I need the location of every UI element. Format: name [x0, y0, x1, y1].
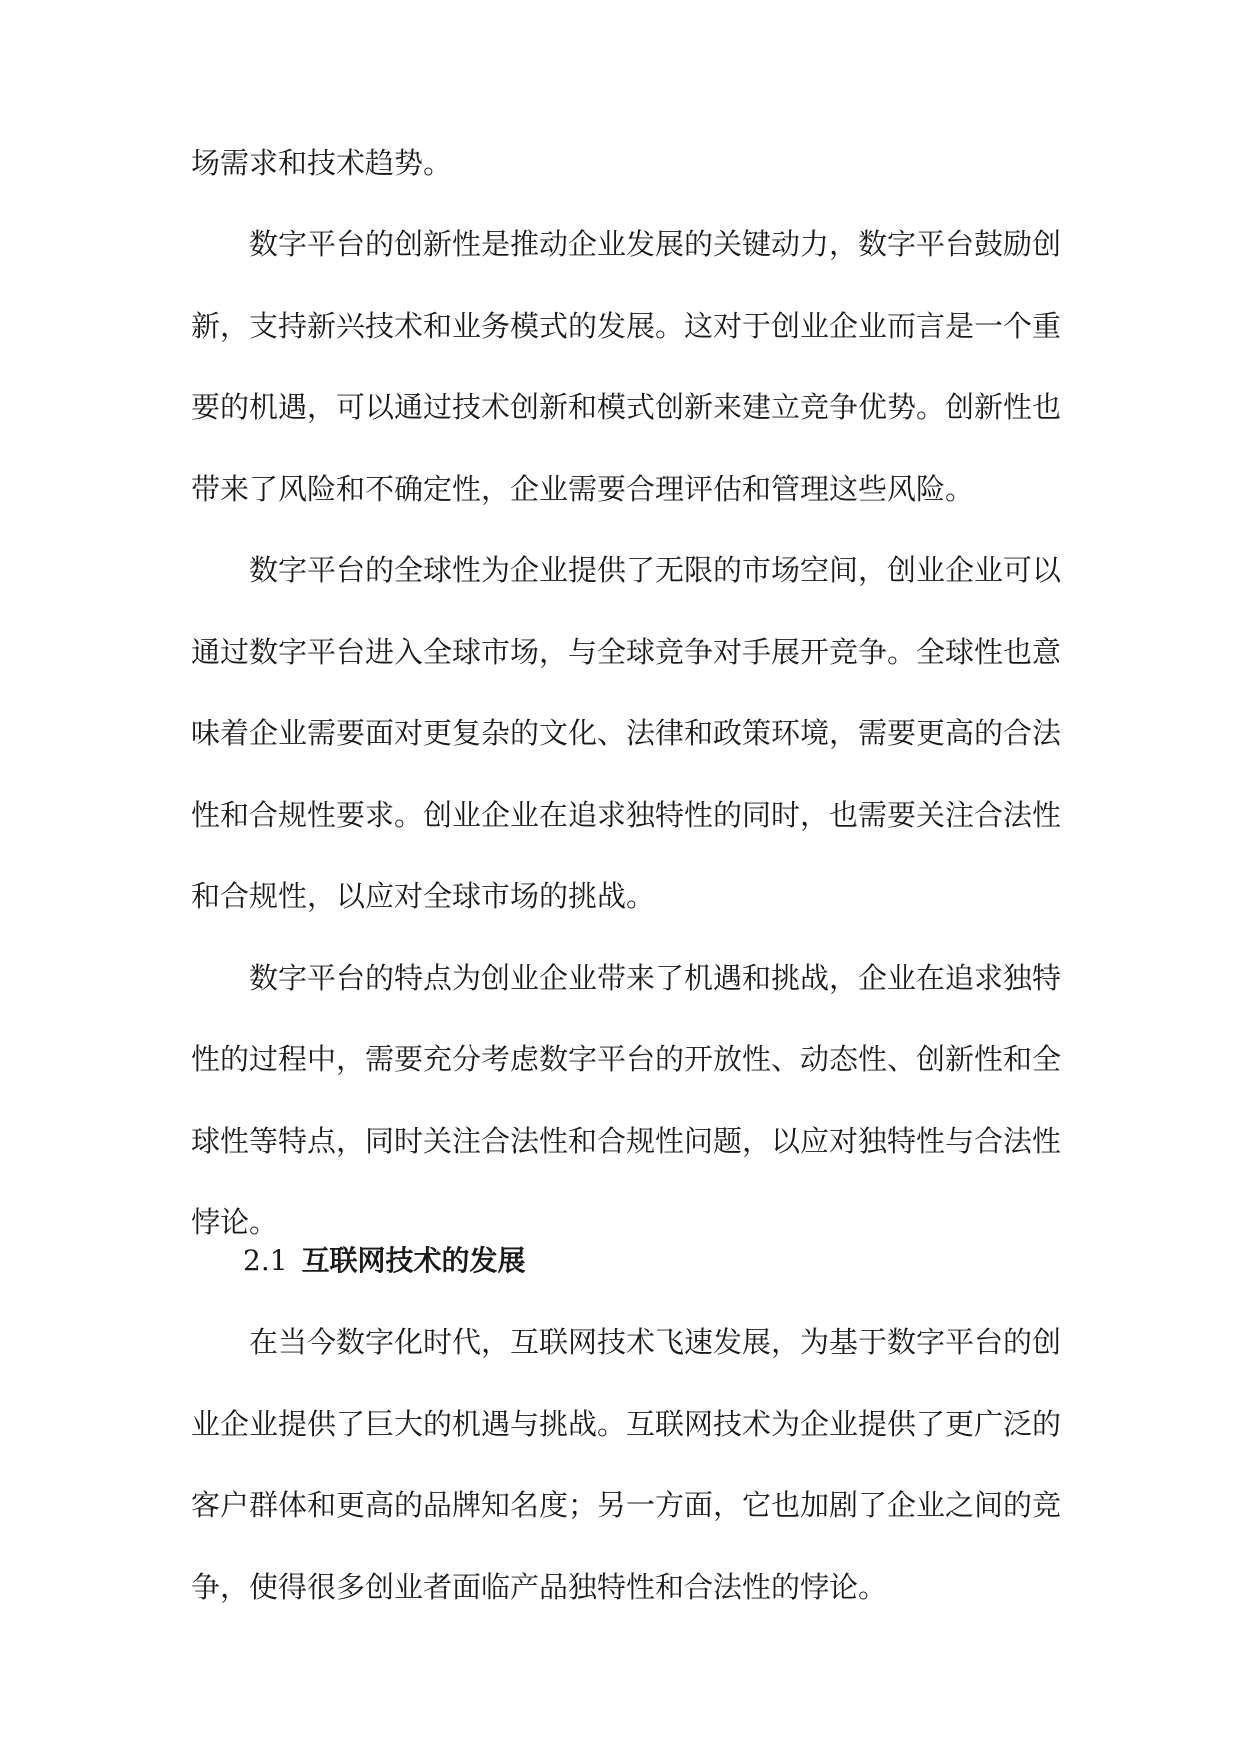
- paragraph-line: 数字平台的创新性是推动企业发展的关键动力，数字平台鼓励创: [249, 227, 1061, 261]
- paragraph-line: 球性等特点，同时关注合法性和合规性问题，以应对独特性与合法性: [191, 1124, 1061, 1158]
- paragraph-line: 要的机遇，可以通过技术创新和模式创新来建立竞争优势。创新性也: [191, 390, 1061, 424]
- paragraph-line: 数字平台的特点为创业企业带来了机遇和挑战，企业在追求独特: [249, 961, 1061, 995]
- paragraph-line: 味着企业需要面对更复杂的文化、法律和政策环境，需要更高的合法: [191, 716, 1061, 750]
- paragraph-line: 性和合规性要求。创业企业在追求独特性的同时，也需要关注合法性: [191, 798, 1061, 832]
- paragraph-line: 性的过程中，需要充分考虑数字平台的开放性、动态性、创新性和全: [191, 1042, 1061, 1076]
- paragraph-line: 争，使得很多创业者面临产品独特性和合法性的悖论。: [191, 1570, 888, 1604]
- section-heading: [243, 1241, 526, 1281]
- paragraph-line: 在当今数字化时代，互联网技术飞速发展，为基于数字平台的创: [249, 1325, 1061, 1359]
- paragraph-line: 场需求和技术趋势。: [191, 146, 453, 180]
- paragraph-line: 新，支持新兴技术和业务模式的发展。这对于创业企业而言是一个重: [191, 309, 1061, 343]
- paragraph-line: 带来了风险和不确定性，企业需要合理评估和管理这些风险。: [191, 472, 975, 506]
- paragraph-line: 通过数字平台进入全球市场，与全球竞争对手展开竞争。全球性也意: [191, 635, 1061, 669]
- section-title: 互联网技术的发展: [301, 1244, 526, 1277]
- paragraph-line: 悖论。: [191, 1205, 279, 1239]
- paragraph-line: 数字平台的全球性为企业提供了无限的市场空间，创业企业可以: [249, 553, 1061, 587]
- paragraph-line: 客户群体和更高的品牌知名度；另一方面，它也加剧了企业之间的竞: [191, 1488, 1061, 1522]
- section-number: 2.1: [243, 1244, 288, 1277]
- paragraph-line: 和合规性，以应对全球市场的挑战。: [191, 879, 656, 913]
- paragraph-line: 业企业提供了巨大的机遇与挑战。互联网技术为企业提供了更广泛的: [191, 1407, 1061, 1441]
